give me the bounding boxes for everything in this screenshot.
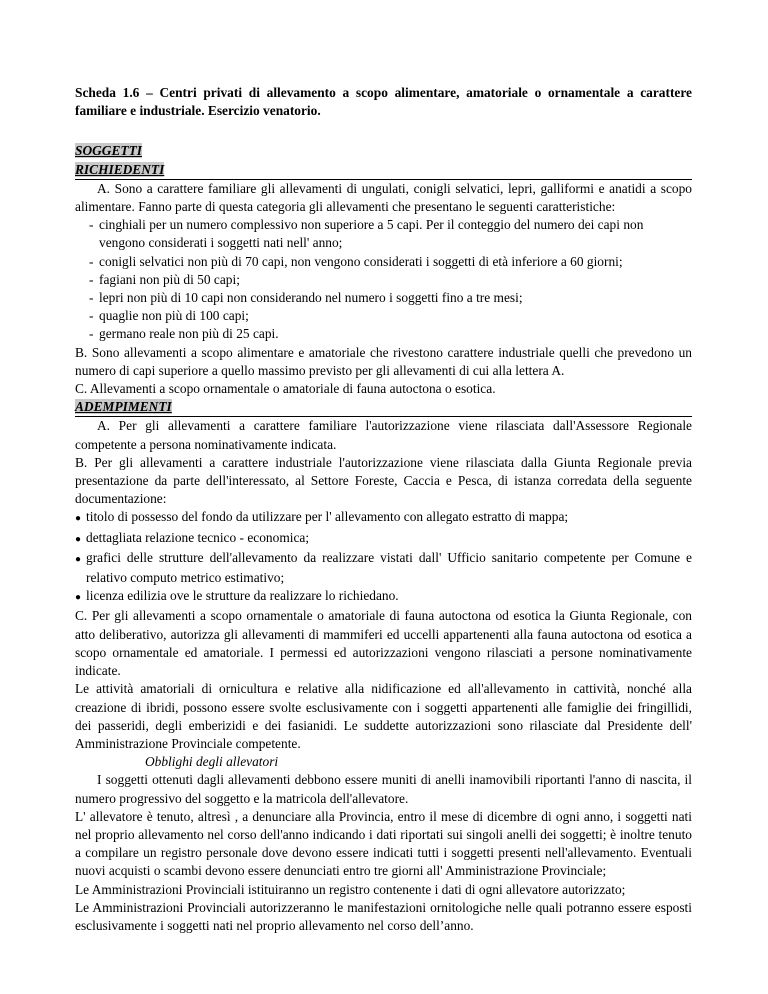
list-item: ● titolo di possesso del fondo da utilizzare per l' allevamento con allegato estratto di mappa; — [75, 509, 569, 525]
section-soggetti-heading — [75, 142, 692, 179]
adempimenti-paragraph-b: B. Per gli allevamenti a carattere industriale l'autorizzazione viene rilasciata dalla Giunta Regionale previa presentazione da parte dell'interessato, al Settore Foreste, Caccia e Pesca, di istanza corredata della seguente documentazione: — [75, 454, 692, 507]
soggetti-paragraph-c: C. Allevamenti a scopo ornamentale o amatoriale di fauna autoctona o esotica. — [75, 381, 496, 397]
obblighi-heading: Obblighi degli allevatori — [145, 754, 279, 770]
section-adempimenti-label: ADEMPIMENTI — [75, 399, 172, 415]
list-item: - cinghiali per un numero complessivo non superiore a 5 capi. Per il conteggio del numero dei capi non vengono considerati i soggetti nati nell' anno; — [89, 217, 644, 251]
list-item: - conigli selvatici non più di 70 capi, non vengono considerati i soggetti di età inferiore a 60 giorni; — [89, 253, 623, 269]
adempimenti-paragraph-h: Le Amministrazioni Provinciali autorizzeranno le manifestazioni ornitologiche nelle quali potranno essere esposti esclusivamente i soggetti nati nel proprio allevamento nel corso dell’anno. — [75, 899, 692, 933]
adempimenti-paragraph-c: C. Per gli allevamenti a scopo ornamentale o amatoriale di fauna autoctona od esotica la Giunta Regionale, con atto deliberativo, autorizza gli allevamenti di mammiferi ed uccelli appartenenti alla fauna autoctona od esotica a scopo ornamentale ed amatoriale. I permessi ed autorizzazioni vengono rilasciati a persone nominativamente indicate. — [75, 608, 692, 679]
list-item: - lepri non più di 10 capi non considerando nel numero i soggetti fino a tre mesi; — [89, 290, 523, 306]
list-item: - germano reale non più di 25 capi. — [89, 326, 279, 342]
list-item: ● licenza edilizia ove le strutture da realizzare lo richiedano. — [75, 588, 399, 604]
document-title: Scheda 1.6 – Centri privati di allevamento a scopo alimentare, amatoriale o ornamentale a carattere familiare e industriale. Esercizio venatorio. — [75, 85, 692, 119]
section-soggetti-label-1: SOGGETTI — [75, 143, 142, 159]
section-adempimenti-heading — [75, 398, 692, 417]
adempimenti-paragraph-g: Le Amministrazioni Provinciali istituiranno un registro contenente i dati di ogni allevatore autorizzato; — [75, 881, 626, 897]
section-soggetti-label-2: RICHIEDENTI — [75, 161, 165, 177]
soggetti-paragraph-a: A. Sono a carattere familiare gli allevamenti di ungulati, conigli selvatici, lepri, galliformi e anatidi a scopo alimentare. Fanno parte di questa categoria gli allevamenti che presentano le seguenti caratteristiche: — [75, 180, 692, 215]
list-item: - fagiani non più di 50 capi; — [89, 271, 240, 287]
document-page — [75, 84, 692, 935]
adempimenti-paragraph-a: A. Per gli allevamenti a carattere familiare l'autorizzazione viene rilasciata dall'Assessore Regionale competente a persona nominativamente indicata. — [75, 418, 692, 452]
list-item: - quaglie non più di 100 capi; — [89, 308, 249, 324]
adempimenti-paragraph-e: I soggetti ottenuti dagli allevamenti debbono essere muniti di anelli inamovibili riportanti l'anno di nascita, il numero progressivo del soggetto e la matricola dell'allevatore. — [75, 772, 692, 806]
list-item: ● grafici delle strutture dell'allevamento da realizzare vistati dall' Ufficio sanitario competente per Comune e relativo computo metrico estimativo; — [75, 549, 692, 586]
adempimenti-paragraph-f: L' allevatore è tenuto, altresì , a denunciare alla Provincia, entro il mese di dicembre di ogni anno, i soggetti nati nel proprio allevamento nel corso dell'anno indicando i dati riportati sui singoli anelli dei soggetti; è inoltre tenuto a compilare un registro personale dove devono essere indicati tutti i soggetti presenti nell'allevamento. Eventuali nuovi acquisti o scambi devono essere denunciati entro tre giorni all' Amministrazione Provinciale; — [75, 808, 692, 879]
soggetti-paragraph-b: B. Sono allevamenti a scopo alimentare e amatoriale che rivestono carattere industriale quelli che prevedono un numero di capi superiore a quello massimo previsto per gli allevamenti di cui alla lettera A. — [75, 344, 692, 378]
adempimenti-paragraph-d: Le attività amatoriali di ornicultura e relative alla nidificazione ed all'allevamento in cattività, nonché alla creazione di ibridi, possono essere svolte esclusivamente con i soggetti appartenenti alle famiglie dei fringillidi, dei passeridi, degli emberizidi e dei fasianidi. Le suddette autorizzazioni sono rilasciate dal Presidente dell' Amministrazione Provinciale competente. — [75, 681, 692, 751]
list-item: ● dettagliata relazione tecnico - economica; — [75, 529, 310, 545]
